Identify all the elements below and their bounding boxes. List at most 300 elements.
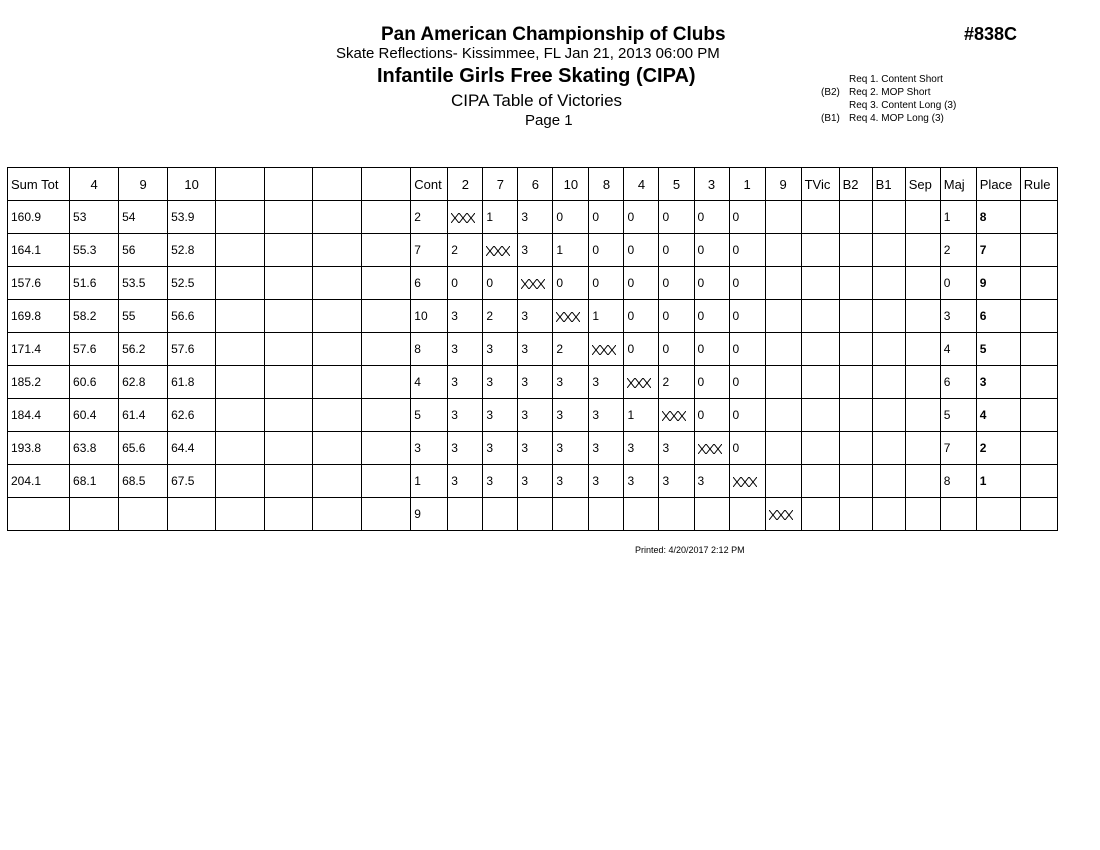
column-header: 8 [589,168,624,201]
printed-timestamp: Printed: 4/20/2017 2:12 PM [635,545,745,555]
table-cell: 56.6 [168,300,216,333]
table-cell: 1 [483,201,518,234]
table-cell [872,465,905,498]
table-cell: 3 [589,399,624,432]
table-cell [801,333,839,366]
table-cell [313,465,362,498]
diagonal-cross-mark [592,345,616,355]
column-header: Cont [411,168,448,201]
requirement-text: Req 2. MOP Short [849,87,931,98]
table-cell: 0 [483,267,518,300]
table-cell: 0 [553,201,589,234]
table-cell: 52.8 [168,234,216,267]
victories-table [7,167,1058,531]
table-cell [839,399,872,432]
table-cell: 54 [119,201,168,234]
table-cell: 8 [411,333,448,366]
table-cell [119,498,168,531]
place-cell: 1 [976,465,1020,498]
table-cell [839,234,872,267]
table-cell: 53.9 [168,201,216,234]
table-cell [216,432,265,465]
table-cell [765,399,801,432]
table-cell [448,498,483,531]
table-cell: 0 [553,267,589,300]
self-comparison-cell [448,201,483,234]
table-cell [216,300,265,333]
table-cell [265,333,313,366]
table-cell: 52.5 [168,267,216,300]
table-cell [765,432,801,465]
table-cell: 3 [483,399,518,432]
table-cell [265,201,313,234]
table-cell: 53 [70,201,119,234]
table-cell [801,234,839,267]
table-cell: 184.4 [8,399,70,432]
requirement-text: Req 1. Content Short [849,74,943,85]
table-cell: 63.8 [70,432,119,465]
table-cell: 0 [694,366,729,399]
table-row [8,201,1058,234]
table-cell: 3 [448,333,483,366]
self-comparison-cell [659,399,694,432]
table-cell: 0 [694,333,729,366]
diagonal-cross-mark [662,411,686,421]
table-cell [362,267,411,300]
table-cell: 3 [483,465,518,498]
table-cell: 67.5 [168,465,216,498]
table-cell: 0 [729,399,765,432]
table-cell [313,333,362,366]
table-cell: 0 [729,333,765,366]
table-cell [905,300,940,333]
table-cell: 5 [411,399,448,432]
table-cell [872,234,905,267]
table-cell [216,333,265,366]
table-cell: 3 [518,201,553,234]
place-cell: 2 [976,432,1020,465]
place-cell: 7 [976,234,1020,267]
table-cell [872,267,905,300]
table-cell: 157.6 [8,267,70,300]
table-cell: 0 [589,267,624,300]
table-cell [872,432,905,465]
table-cell: 55.3 [70,234,119,267]
table-cell: 58.2 [70,300,119,333]
table-cell [313,432,362,465]
table-cell: 56.2 [119,333,168,366]
table-cell [905,267,940,300]
page-number: Page 1 [525,112,573,129]
table-cell: 171.4 [8,333,70,366]
table-cell [362,300,411,333]
table-cell [765,201,801,234]
table-cell: 0 [589,234,624,267]
place-cell: 6 [976,300,1020,333]
column-header: 3 [694,168,729,201]
table-cell [801,300,839,333]
table-cell: 0 [659,300,694,333]
table-cell: 160.9 [8,201,70,234]
table-cell [362,498,411,531]
table-cell: 57.6 [168,333,216,366]
table-cell: 0 [624,333,659,366]
table-cell [216,399,265,432]
table-cell [1020,333,1057,366]
place-cell: 3 [976,366,1020,399]
table-cell [839,201,872,234]
table-cell: 1 [553,234,589,267]
table-cell: 7 [940,432,976,465]
table-cell [694,498,729,531]
table-cell: 3 [589,366,624,399]
table-cell: 3 [518,366,553,399]
table-cell [765,366,801,399]
table-cell [659,498,694,531]
requirement-tag: (B1) [821,113,840,124]
table-cell: 65.6 [119,432,168,465]
place-cell: 4 [976,399,1020,432]
table-cell [765,267,801,300]
table-cell: 204.1 [8,465,70,498]
table-cell [313,399,362,432]
page-title: Pan American Championship of Clubs [381,24,726,45]
table-cell: 6 [940,366,976,399]
column-header: 6 [518,168,553,201]
table-cell: 2 [940,234,976,267]
table-cell: 9 [411,498,448,531]
table-cell: 164.1 [8,234,70,267]
table-cell [872,399,905,432]
table-cell: 1 [589,300,624,333]
table-cell: 185.2 [8,366,70,399]
column-header: Rule [1020,168,1057,201]
column-header: 1 [729,168,765,201]
place-cell: 5 [976,333,1020,366]
table-cell: 55 [119,300,168,333]
table-cell: 0 [589,201,624,234]
table-cell [905,234,940,267]
table-cell: 2 [553,333,589,366]
table-cell: 0 [624,267,659,300]
table-cell: 3 [553,465,589,498]
table-cell [216,465,265,498]
column-header: 9 [119,168,168,201]
table-cell: 10 [411,300,448,333]
table-cell [362,333,411,366]
table-cell: 0 [659,201,694,234]
table-cell: 3 [694,465,729,498]
table-cell: 0 [729,300,765,333]
table-cell [839,267,872,300]
column-header [265,168,313,201]
table-cell: 3 [483,366,518,399]
column-header [362,168,411,201]
table-cell [801,201,839,234]
column-header: Maj [940,168,976,201]
table-cell [362,234,411,267]
table-row [8,432,1058,465]
table-cell: 60.6 [70,366,119,399]
self-comparison-cell [765,498,801,531]
table-cell: 57.6 [70,333,119,366]
table-cell [801,399,839,432]
table-cell [940,498,976,531]
column-header: Sum Tot [8,168,70,201]
diagonal-cross-mark [627,378,651,388]
table-cell: 3 [448,465,483,498]
table-row [8,333,1058,366]
diagonal-cross-mark [733,477,757,487]
table-cell: 68.1 [70,465,119,498]
table-cell [905,366,940,399]
table-name: CIPA Table of Victories [451,91,623,110]
table-cell [216,234,265,267]
table-cell: 0 [624,201,659,234]
column-header: 10 [553,168,589,201]
table-cell: 3 [553,399,589,432]
column-header [216,168,265,201]
table-cell [265,498,313,531]
table-cell [168,498,216,531]
table-cell: 0 [694,234,729,267]
table-cell: 3 [659,432,694,465]
table-cell [313,267,362,300]
diagonal-cross-mark [556,312,580,322]
event-title: Infantile Girls Free Skating (CIPA) [377,65,696,87]
column-header: Sep [905,168,940,201]
table-cell: 3 [589,432,624,465]
table-cell: 3 [940,300,976,333]
table-header-row [8,168,1058,201]
document-number: #838C [964,24,1018,44]
table-cell [905,399,940,432]
column-header: 4 [70,168,119,201]
diagonal-cross-mark [486,246,510,256]
table-cell [589,498,624,531]
table-cell [216,267,265,300]
table-cell [801,366,839,399]
table-cell [839,465,872,498]
table-cell [362,399,411,432]
table-cell: 3 [518,465,553,498]
self-comparison-cell [694,432,729,465]
table-cell [265,432,313,465]
table-cell: 3 [589,465,624,498]
table-cell [216,201,265,234]
table-cell [905,201,940,234]
self-comparison-cell [553,300,589,333]
table-cell: 3 [448,300,483,333]
table-cell [839,300,872,333]
table-cell: 68.5 [119,465,168,498]
table-cell [839,366,872,399]
table-cell: 3 [553,432,589,465]
table-cell [313,234,362,267]
table-row [8,399,1058,432]
table-cell: 1 [411,465,448,498]
table-cell [801,432,839,465]
table-cell: 2 [483,300,518,333]
table-cell [265,399,313,432]
table-cell: 3 [483,333,518,366]
table-cell: 3 [448,432,483,465]
place-cell [976,498,1020,531]
table-cell: 3 [518,432,553,465]
self-comparison-cell [518,267,553,300]
table-cell [872,366,905,399]
table-cell [1020,267,1057,300]
table-cell [872,333,905,366]
table-cell: 2 [411,201,448,234]
table-cell [839,432,872,465]
table-cell: 0 [624,234,659,267]
venue-line: Skate Reflections- Kissimmee, FL Jan 21, 2013 06:00 PM [336,45,720,62]
table-row [8,267,1058,300]
table-cell: 61.4 [119,399,168,432]
table-cell: 8 [940,465,976,498]
table-cell: 3 [518,399,553,432]
table-cell [839,498,872,531]
requirement-text: Req 4. MOP Long (3) [849,113,944,124]
table-cell [1020,399,1057,432]
place-cell: 8 [976,201,1020,234]
table-cell: 61.8 [168,366,216,399]
table-cell [362,465,411,498]
table-cell [801,267,839,300]
table-cell [313,201,362,234]
table-cell: 3 [411,432,448,465]
table-row [8,234,1058,267]
table-cell [765,300,801,333]
table-row [8,465,1058,498]
table-cell [872,300,905,333]
table-cell: 62.6 [168,399,216,432]
table-cell: 0 [729,267,765,300]
table-cell: 3 [518,300,553,333]
table-cell [265,267,313,300]
table-cell: 3 [518,333,553,366]
table-cell: 0 [940,267,976,300]
table-cell: 3 [448,366,483,399]
table-cell [1020,498,1057,531]
table-cell [216,366,265,399]
table-cell: 3 [659,465,694,498]
table-cell: 7 [411,234,448,267]
table-cell: 0 [694,300,729,333]
column-header: 7 [483,168,518,201]
table-row [8,498,1058,531]
column-header: B1 [872,168,905,201]
table-cell [313,498,362,531]
table-cell [362,432,411,465]
table-cell [801,465,839,498]
table-cell [624,498,659,531]
table-cell: 0 [729,366,765,399]
table-cell [729,498,765,531]
table-cell: 4 [411,366,448,399]
table-cell: 56 [119,234,168,267]
table-cell [1020,201,1057,234]
column-header: 2 [448,168,483,201]
table-cell [905,498,940,531]
table-cell [362,366,411,399]
table-cell: 5 [940,399,976,432]
table-cell [1020,465,1057,498]
table-row [8,300,1058,333]
table-cell: 0 [624,300,659,333]
table-cell [801,498,839,531]
table-cell: 0 [729,432,765,465]
column-header: B2 [839,168,872,201]
table-cell: 1 [624,399,659,432]
table-cell [905,465,940,498]
table-cell: 3 [448,399,483,432]
table-cell: 2 [448,234,483,267]
table-cell: 3 [483,432,518,465]
table-cell [8,498,70,531]
self-comparison-cell [624,366,659,399]
table-cell: 1 [940,201,976,234]
table-cell: 3 [624,432,659,465]
table-cell [1020,234,1057,267]
column-header: 4 [624,168,659,201]
table-cell: 0 [694,399,729,432]
table-cell: 6 [411,267,448,300]
diagonal-cross-mark [451,213,475,223]
table-cell: 3 [518,234,553,267]
table-cell [265,300,313,333]
table-cell [905,432,940,465]
table-cell: 0 [659,333,694,366]
table-cell [1020,366,1057,399]
table-cell: 64.4 [168,432,216,465]
table-cell [265,234,313,267]
table-cell [839,333,872,366]
column-header: 10 [168,168,216,201]
diagonal-cross-mark [769,510,793,520]
place-cell: 9 [976,267,1020,300]
table-cell [216,498,265,531]
table-cell [1020,432,1057,465]
table-cell: 3 [624,465,659,498]
table-cell: 4 [940,333,976,366]
table-cell: 60.4 [70,399,119,432]
self-comparison-cell [589,333,624,366]
table-cell [313,300,362,333]
diagonal-cross-mark [521,279,545,289]
table-cell: 53.5 [119,267,168,300]
table-cell [362,201,411,234]
table-cell: 2 [659,366,694,399]
table-cell: 0 [448,267,483,300]
table-cell [70,498,119,531]
table-cell: 0 [729,201,765,234]
table-row [8,366,1058,399]
self-comparison-cell [483,234,518,267]
table-cell [265,465,313,498]
table-cell: 0 [729,234,765,267]
column-header: 5 [659,168,694,201]
table-cell [765,465,801,498]
table-cell [872,498,905,531]
table-cell [518,498,553,531]
column-header [313,168,362,201]
table-cell [872,201,905,234]
table-cell [905,333,940,366]
table-cell: 0 [659,267,694,300]
diagonal-cross-mark [698,444,722,454]
